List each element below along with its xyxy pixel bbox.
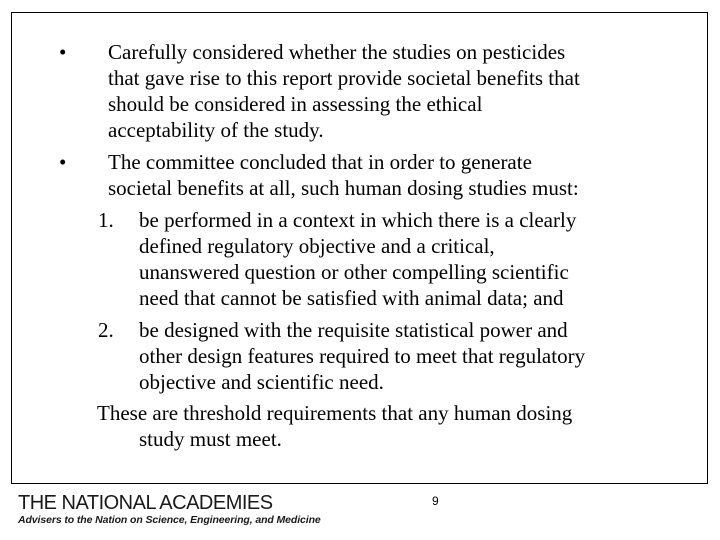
item-number: 2. (98, 318, 114, 342)
numbered-line: need that cannot be satisfied with animal data; and (139, 286, 564, 310)
numbered-text (139, 207, 679, 311)
numbered-line: defined regulatory objective and a critical, (139, 234, 495, 258)
item-number: 1. (98, 208, 114, 232)
logo-subtitle: Advisers to the Nation on Science, Engineering, and Medicine (18, 514, 321, 526)
bullet-line: Carefully considered whether the studies on pesticides (108, 40, 566, 64)
numbered-line: be performed in a context in which there is a clearly (139, 208, 577, 232)
numbered-line: objective and scientific need. (139, 370, 384, 394)
bullet-line: The committee concluded that in order to generate (108, 150, 532, 174)
bullet-glyph: • (59, 40, 67, 64)
bullet-text (108, 149, 668, 201)
closing-line: study must meet. (139, 427, 282, 451)
bullet-line: that gave rise to this report provide societal benefits that (108, 66, 580, 90)
bullet-text (108, 39, 668, 143)
bullet-line: societal benefits at all, such human dosing studies must: (108, 176, 579, 200)
closing-paragraph (97, 400, 677, 452)
bullet-glyph: • (59, 150, 67, 174)
national-academies-logo (18, 492, 321, 532)
numbered-line: unanswered question or other compelling scientific (139, 260, 569, 284)
bullet-line: should be considered in assessing the ethical (108, 92, 483, 116)
numbered-line: other design features required to meet that regulatory (139, 344, 586, 368)
logo-title: THE NATIONAL ACADEMIES (18, 492, 273, 514)
numbered-line: be designed with the requisite statistical power and (139, 318, 568, 342)
bullet-line: acceptability of the study. (108, 118, 324, 142)
numbered-text (139, 317, 679, 395)
closing-line: These are threshold requirements that any human dosing (97, 401, 573, 425)
page-number: 9 (432, 494, 439, 508)
